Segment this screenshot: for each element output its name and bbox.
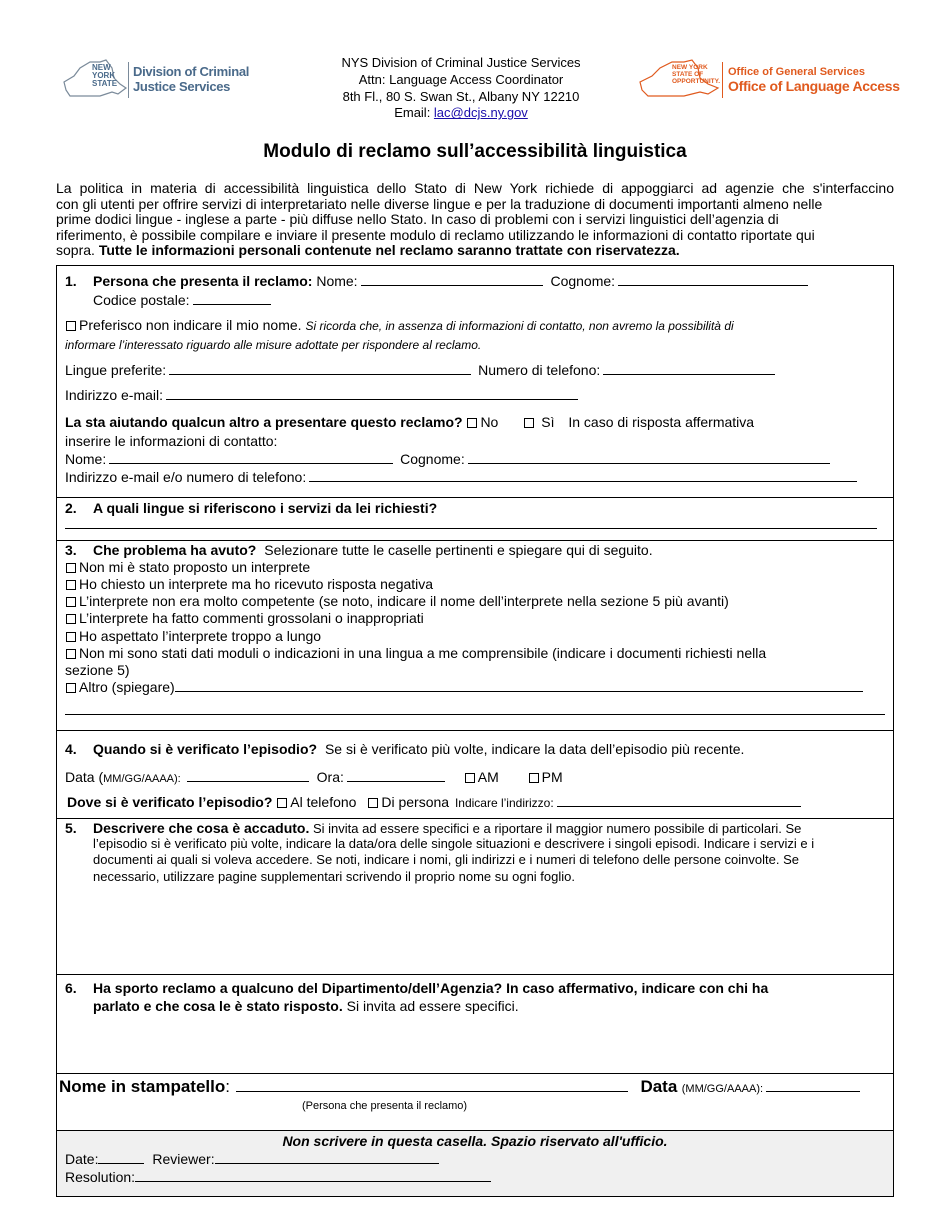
email-link[interactable]: lac@dcjs.ny.gov	[433, 105, 528, 121]
helper-contact-field[interactable]	[309, 480, 857, 482]
indirizzo-field[interactable]	[557, 805, 801, 807]
address-line1: NYS Division of Criminal Justice Services	[341, 55, 581, 70]
office-date-field[interactable]	[98, 1162, 144, 1164]
section-4: 4. Quando si è verificato l’episodio? Se si è verificato più volte, indicare la data dell’episodio più recente. Data (MM/GG/AAAA): Ora: AM PM Dove si è verificato l’episodio? Al telefono Di persona Indicare l’indirizzo:	[56, 730, 894, 819]
signature-section: Nome in stampatello: Data (MM/GG/AAAA): (Persona che presenta il reclamo)	[56, 1073, 894, 1131]
helper-nome-field[interactable]	[109, 462, 393, 464]
ola-logo	[636, 58, 906, 102]
lingue-servizi-field[interactable]	[65, 528, 877, 529]
address-block	[300, 55, 622, 122]
office-title: Non scrivere in questa casella. Spazio riservato all'ufficio.	[282, 1133, 668, 1149]
opt3-checkbox[interactable]	[66, 597, 76, 607]
telefono-field[interactable]	[603, 373, 775, 375]
descrizione-area[interactable]	[65, 889, 885, 971]
section-5: 5. Descrivere che cosa è accaduto. Si invita ad essere specifici e a riportare il maggior numero possibile di particolari. Se l’episodio si è verificato più volte, indicare la data/ora delle singole situazioni e descrivere i singoli episodi. Indicare i servizi e i documenti ai quali si voleva accedere. Se noti, indicare i nomi, gli indirizzi e i numeri di telefono delle persone coinvolte. Se necessario, utilizzare pagine supplementari scrivendo il proprio nome su ogni foglio.	[56, 818, 894, 975]
altro-field[interactable]	[175, 690, 863, 692]
email-field[interactable]	[166, 398, 578, 400]
lingue-field[interactable]	[169, 373, 471, 375]
section-2: 2. A quali lingue si riferiscono i servizi da lei richiesti?	[56, 497, 894, 541]
opt5-checkbox[interactable]	[66, 632, 76, 642]
opt6-checkbox[interactable]	[66, 649, 76, 659]
helper-no-checkbox[interactable]	[467, 418, 477, 428]
anon-checkbox[interactable]	[66, 321, 76, 331]
office-resolution-field[interactable]	[135, 1180, 491, 1182]
signature-sub: (Persona che presenta il reclamo)	[302, 1100, 468, 1112]
section-1: 1. Persona che presenta il reclamo: Nome: Cognome: Codice postale: Preferisco non indicare il mio nome. Si ricorda che, in assenza di informazioni di contatto, non avremo la possibilità di informare l’interessato riguardo alle misure adottate per rispondere al reclamo. Lingue preferite: Numero di telefono: Indirizzo e-mail: La sta aiutando qualcun altro a presentare questo reclamo? No Sì In caso di risposta affermativa inserire le informazioni di contatto: Nome: Cognome: Indirizzo e-mail e/o numero di telefono:	[56, 265, 894, 498]
codice-postale-field[interactable]	[193, 303, 271, 305]
stampatello-field[interactable]	[236, 1090, 628, 1092]
am-checkbox[interactable]	[465, 773, 475, 783]
cognome-field[interactable]	[618, 284, 808, 286]
opt7-checkbox[interactable]	[66, 683, 76, 693]
nome-field[interactable]	[361, 284, 543, 286]
dcjs-state-text: NEW YORK STATE	[92, 63, 118, 88]
telefono-checkbox[interactable]	[277, 798, 287, 808]
intro-paragraph: La politica in materia di accessibilità linguistica dello Stato di New York richiede di appoggiarci ad agenzie che s'interfaccino con gli utenti per offrire servizi di interpretariato nelle diverse lingue e per la traduzione di documenti importanti almeno nelle prime dodici lingue - inglese a parte - più diffuse nello Stato. In caso di problemi con i servizi linguistici dell’agenzia di riferimento, è possibile compilare e inviare il presente modulo di reclamo utilizzando le informazioni di contatto riportate qui sopra. Tutte le informazioni personali contenute nel reclamo saranno trattate con riservatezza.	[56, 180, 894, 259]
pm-checkbox[interactable]	[529, 773, 539, 783]
dcjs-name-line1: Division of Criminal	[133, 64, 250, 79]
ora-field[interactable]	[347, 780, 445, 782]
ola-name-line1: Office of General Services	[728, 66, 865, 78]
opt2-checkbox[interactable]	[66, 580, 76, 590]
ola-state-text: NEW YORK STATE OF OPPORTUNITY.	[672, 64, 721, 85]
persona-checkbox[interactable]	[368, 798, 378, 808]
firma-data-field[interactable]	[766, 1090, 860, 1092]
dcjs-name-line2: Justice Services	[133, 79, 231, 94]
section-6: 6. Ha sporto reclamo a qualcuno del Dipartimento/dell’Agenzia? In caso affermativo, indicare con chi ha parlato e che cosa le è stato risposto. Si invita ad essere specifici.	[56, 974, 894, 1074]
altro-field-line2[interactable]	[65, 714, 885, 715]
office-reviewer-field[interactable]	[215, 1162, 439, 1164]
dcjs-logo	[60, 58, 260, 102]
data-field[interactable]	[187, 780, 309, 782]
helper-si-checkbox[interactable]	[524, 418, 534, 428]
opt1-checkbox[interactable]	[66, 563, 76, 573]
email-label: Email:	[394, 105, 434, 121]
office-box: Non scrivere in questa casella. Spazio riservato all'ufficio. Date: Reviewer: Resolution:	[56, 1130, 894, 1197]
opt4-checkbox[interactable]	[66, 614, 76, 624]
address-line3: 8th Fl., 80 S. Swan St., Albany NY 12210	[342, 88, 580, 104]
page-title: Modulo di reclamo sull’accessibilità linguistica	[263, 141, 687, 162]
ola-name-line2: Office of Language Access	[728, 78, 900, 94]
address-line2: Attn: Language Access Coordinator	[358, 71, 564, 87]
reclamo-precedente-area[interactable]	[65, 1019, 885, 1070]
helper-cognome-field[interactable]	[468, 462, 830, 464]
section-3: 3. Che problema ha avuto? Selezionare tutte le caselle pertinenti e spiegare qui di seguito. Non mi è stato proposto un interprete Ho chiesto un interprete ma ho ricevuto risposta negativa L’interprete non era molto competente (se noto, indicare il nome dell’interprete nella sezione 5 più avanti) L’interprete ha fatto commenti grossolani o inappropriati Ho aspettato l’interprete troppo a lungo Non mi sono stati dati moduli o indicazioni in una lingua a me comprensibile (indicare i documenti richiesti nella sezione 5) Altro (spiegare)	[56, 540, 894, 731]
